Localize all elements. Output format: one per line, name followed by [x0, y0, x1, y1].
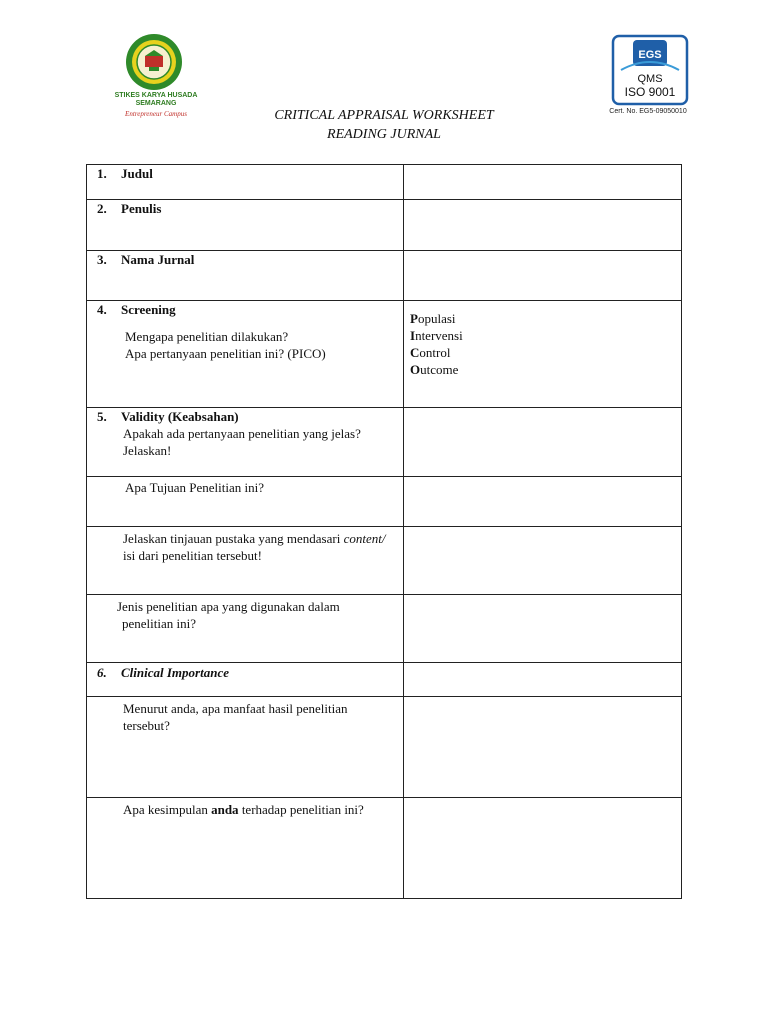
- row-label-cell: [87, 477, 404, 527]
- row-label-judul: Judul: [121, 166, 153, 181]
- row-clinical-1: [87, 697, 682, 798]
- answer-cell-validity-2[interactable]: [404, 477, 682, 527]
- row-label-screening: Screening: [121, 302, 176, 317]
- appraisal-table: [86, 164, 682, 899]
- row-label-penulis: Penulis: [121, 201, 162, 216]
- answer-cell-judul[interactable]: [404, 165, 682, 200]
- row-label-validity: Validity (Keabsahan): [121, 409, 239, 424]
- row-screening: [87, 301, 682, 408]
- row-number: 4.: [97, 302, 107, 317]
- row-validity-2: [87, 477, 682, 527]
- screening-question-1: Mengapa penelitian dilakukan?: [125, 329, 289, 344]
- cert-logo-line2: ISO 9001: [624, 85, 676, 99]
- pico-list: [404, 301, 681, 378]
- row-label-cell: [87, 527, 404, 595]
- row-validity-3: [87, 527, 682, 595]
- pico-item: Populasi: [410, 311, 456, 326]
- pico-item: Control: [410, 345, 451, 360]
- answer-cell-validity-1[interactable]: [404, 408, 682, 477]
- answer-cell-penulis[interactable]: [404, 200, 682, 251]
- row-validity: [87, 408, 682, 477]
- cert-logo-line1: QMS: [637, 73, 663, 85]
- answer-cell-validity-3[interactable]: [404, 527, 682, 595]
- row-label-cell: [87, 251, 404, 301]
- iso-certification-logo: [611, 34, 689, 106]
- row-number: 6.: [97, 665, 107, 680]
- row-label-cell: [87, 595, 404, 663]
- answer-cell-nama-jurnal[interactable]: [404, 251, 682, 301]
- row-label-cell: [87, 697, 404, 798]
- worksheet-title: CRITICAL APPRAISAL WORKSHEET: [274, 108, 494, 123]
- validity-question-3: Jelaskan tinjauan pustaka yang mendasari content/ isi dari penelitian tersebut!: [123, 531, 386, 563]
- screening-question-2: Apa pertanyaan penelitian ini? (PICO): [125, 346, 326, 361]
- row-label-clinical: Clinical Importance: [121, 665, 229, 680]
- worksheet-subtitle: READING JURNAL: [327, 127, 441, 142]
- row-validity-4: [87, 595, 682, 663]
- pico-item: Outcome: [410, 362, 459, 377]
- row-number: 5.: [97, 409, 107, 424]
- row-label-cell: [87, 663, 404, 697]
- clinical-question-1: Menurut anda, apa manfaat hasil penelitian tersebut?: [123, 701, 348, 733]
- row-label-cell: [87, 408, 404, 477]
- certificate-number: Cert. No. EG5-09050010: [609, 108, 687, 115]
- row-clinical: [87, 663, 682, 697]
- row-penulis: [87, 200, 682, 251]
- cert-logo-top-text: EGS: [638, 49, 662, 61]
- row-label-nama-jurnal: Nama Jurnal: [121, 252, 195, 267]
- row-label-cell: [87, 798, 404, 899]
- answer-cell-validity-4[interactable]: [404, 595, 682, 663]
- institution-name: STIKES KARYA HUSADA SEMARANG: [114, 92, 198, 107]
- validity-question-2: Apa Tujuan Penelitian ini?: [125, 480, 265, 495]
- pico-item: Intervensi: [410, 328, 463, 343]
- validity-question-1: Apakah ada pertanyaan penelitian yang jelas? Jelaskan!: [123, 426, 361, 458]
- clinical-question-2: Apa kesimpulan anda terhadap penelitian ini?: [123, 802, 364, 817]
- answer-cell-clinical-2[interactable]: [404, 798, 682, 899]
- answer-cell-clinical-1[interactable]: [404, 697, 682, 798]
- row-nama-jurnal: [87, 251, 682, 301]
- row-number: 1.: [97, 166, 107, 181]
- row-number: 2.: [97, 201, 107, 216]
- answer-cell-clinical[interactable]: [404, 663, 682, 697]
- row-judul: [87, 165, 682, 200]
- row-clinical-2: [87, 798, 682, 899]
- validity-question-4: Jenis penelitian apa yang digunakan dalam penelitian ini?: [117, 599, 340, 631]
- row-label-cell: [87, 200, 404, 251]
- answer-cell-screening[interactable]: [404, 301, 682, 408]
- row-label-cell: [87, 165, 404, 200]
- institution-tagline: Entrepreneur Campus: [125, 110, 187, 118]
- row-label-cell: [87, 301, 404, 408]
- row-number: 3.: [97, 252, 107, 267]
